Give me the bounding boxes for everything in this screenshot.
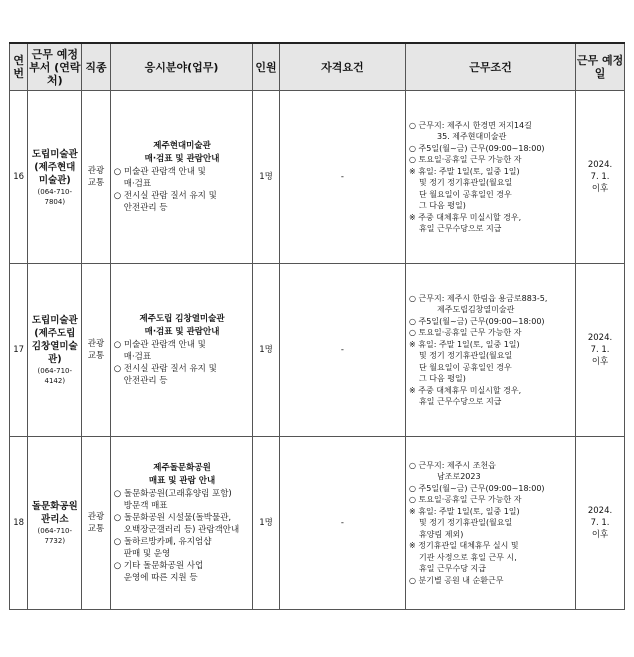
condition-line: ※ 주중 대체휴무 미실시할 경우, (409, 385, 522, 395)
job-table (9, 42, 625, 610)
condition-line: 남조로2023 (437, 472, 481, 482)
condition-line: ○ 주5일(월~금) 근무(09:00~18:00) (409, 483, 545, 493)
headcount: 1명 (253, 91, 279, 264)
text-line: 매표 및 관람 안내 (148, 476, 216, 486)
condition-line: 단 월요일이 공휴일인 경우 (419, 189, 512, 199)
condition-line: ○ 토요일·공휴일 근무 가능한 자 (409, 155, 522, 164)
field-task: ○ 전시실 관람 질서 유지 및 (113, 364, 217, 374)
header-date: 근무 예정일 (576, 43, 625, 91)
field-title (114, 140, 251, 166)
field-task: 방문객 매표 (123, 501, 168, 511)
table-row (10, 264, 625, 437)
dept-phone: (064-710-7804) (37, 187, 73, 206)
field-task: ○ 돌문화공원(고래휴양림 포함) (113, 489, 232, 499)
job-type (82, 264, 111, 437)
field-task: ○ 돌하르방카페, 유지엄샵 (113, 537, 212, 547)
text-line: 제주도립 김창열미술관 (139, 314, 225, 324)
field-task: ○ 전시실 관람 질서 유지 및 (113, 191, 217, 201)
condition-line: 그 다음 평일) (419, 201, 466, 210)
condition-line: ※ 주중 대체휴무 미실시할 경우, (409, 212, 522, 222)
text-line: 7. 1. (590, 172, 610, 182)
headcount: 1명 (253, 264, 279, 437)
field-task: 판매 및 운영 (123, 549, 171, 559)
dept-name: (제주도립 (34, 328, 76, 339)
field-task: 매·검표 (123, 179, 152, 189)
text-line: 제주현대미술관 (153, 141, 211, 151)
dept-phone: (064-710-7732) (37, 527, 73, 545)
header-no: 연번 (10, 43, 28, 91)
field-task: ○ 기타 돌문화공원 사업 (113, 561, 204, 571)
field-task: ○ 돌문화공원 시설물(돌박물관, (113, 513, 232, 523)
text-line: 2024. (587, 333, 613, 343)
condition-line: 휴일 근무수당으로 지급 (419, 397, 502, 406)
text-line: 7. 1. (590, 518, 610, 528)
condition-line: ○ 분기별 공원 내 순환근무 (409, 575, 504, 585)
field-task: 운영에 따른 지원 등 (123, 573, 198, 583)
field-task: 오백장군갤러리 등) 관람객안내 (123, 525, 240, 535)
condition-line: 그 다음 평일) (419, 374, 466, 383)
header-field: 응시분야(업무) (110, 43, 253, 91)
condition-line: 제주도립김창열미술관 (437, 305, 515, 314)
condition-line: ○ 근무지: 제주시 한경면 저지14길 (409, 120, 532, 130)
field-title (114, 462, 251, 488)
dept-name: 김창열미술관) (31, 341, 78, 365)
field-cell (110, 264, 253, 437)
field-task: 매·검표 (123, 352, 152, 362)
text-line: 관광 (87, 512, 105, 522)
headcount: 1명 (253, 437, 279, 610)
text-line: 교통 (87, 178, 105, 188)
condition-cell (406, 437, 576, 610)
header-qual: 자격요건 (279, 43, 405, 91)
qualification: - (279, 91, 405, 264)
dept-name: 도립미술관 (31, 148, 78, 160)
condition-line: ※ 휴일: 주말 1일(토, 일중 1일) (409, 339, 520, 349)
condition-line: 휴일 근무수당으로 지급 (419, 224, 502, 233)
text-line: 교통 (87, 524, 105, 534)
condition-line: ※ 휴일: 주말 1일(토, 일중 1일) (409, 506, 520, 516)
job-type (82, 437, 111, 610)
condition-line: 휴양림 제외) (419, 529, 464, 539)
condition-line: ○ 주5일(월~금) 근무(09:00~18:00) (409, 143, 545, 153)
field-task: ○ 미술관 관람객 안내 및 (113, 340, 206, 350)
field-task: 안전관리 등 (123, 376, 168, 386)
qualification: - (279, 437, 405, 610)
dept-phone: (064-710-4142) (37, 367, 73, 385)
condition-line: 및 정기 정기휴관일(월요일 (419, 351, 513, 360)
condition-line: 및 정기 정기휴관일(월요일 (419, 178, 513, 187)
dept-name: 미술관) (38, 174, 71, 186)
dept-name: 도립미술관 (31, 315, 78, 326)
table-row (10, 437, 625, 610)
field-task: ○ 미술관 관람객 안내 및 (113, 167, 206, 177)
start-date (576, 264, 625, 437)
condition-line: ※ 휴일: 주말 1일(토, 일중 1일) (409, 166, 520, 176)
text-line: 매·검표 및 관람안내 (144, 327, 220, 337)
start-date (576, 91, 625, 264)
text-line: 7. 1. (590, 345, 610, 355)
text-line: 이후 (591, 357, 609, 367)
dept-cell (28, 437, 82, 610)
dept-cell (28, 91, 82, 264)
header-cond: 근무조건 (406, 43, 576, 91)
table-row (10, 91, 625, 264)
text-line: 이후 (591, 530, 609, 540)
condition-line: ○ 근무지: 제주시 한림읍 용금로883-5, (409, 293, 548, 303)
row-number: 16 (10, 91, 28, 264)
text-line: 2024. (587, 506, 613, 516)
dept-name: (제주현대 (34, 161, 76, 173)
condition-line: 및 정기 정기휴관일(월요일 (419, 518, 513, 528)
field-title (114, 313, 251, 339)
condition-line: ※ 정기휴관일 대체휴무 실시 및 (409, 541, 519, 551)
header-type: 직종 (82, 43, 111, 91)
condition-cell (406, 264, 576, 437)
condition-line: 단 월요일이 공휴일인 경우 (419, 362, 512, 372)
dept-name: 관리소 (41, 514, 69, 525)
field-task: 안전관리 등 (123, 203, 168, 213)
job-type (82, 91, 111, 264)
condition-line: 휴일 근무수당 지급 (419, 564, 486, 574)
condition-line: ○ 토요일·공휴일 근무 가능한 자 (409, 495, 522, 505)
field-cell (110, 91, 253, 264)
condition-line: ○ 토요일·공휴일 근무 가능한 자 (409, 328, 522, 337)
header-row (10, 43, 625, 91)
qualification: - (279, 264, 405, 437)
condition-line: ○ 주5일(월~금) 근무(09:00~18:00) (409, 316, 545, 326)
condition-line: 기관 사정으로 휴일 근무 시, (419, 552, 517, 562)
condition-cell (406, 91, 576, 264)
text-line: 제주돌문화공원 (153, 463, 211, 473)
text-line: 교통 (87, 351, 105, 361)
header-count: 인원 (253, 43, 279, 91)
text-line: 이후 (591, 184, 609, 194)
start-date (576, 437, 625, 610)
field-cell (110, 437, 253, 610)
condition-line: 35. 제주현대미술관 (437, 132, 507, 141)
text-line: 매·검표 및 관람안내 (144, 154, 220, 164)
header-dept: 근무 예정부서 (연락처) (28, 43, 82, 91)
dept-cell (28, 264, 82, 437)
text-line: 2024. (587, 160, 613, 170)
dept-name: 돌문화공원 (31, 501, 78, 512)
row-number: 17 (10, 264, 28, 437)
text-line: 관광 (87, 166, 105, 176)
row-number: 18 (10, 437, 28, 610)
text-line: 관광 (87, 339, 105, 349)
condition-line: ○ 근무지: 제주시 조천읍 (409, 460, 496, 470)
